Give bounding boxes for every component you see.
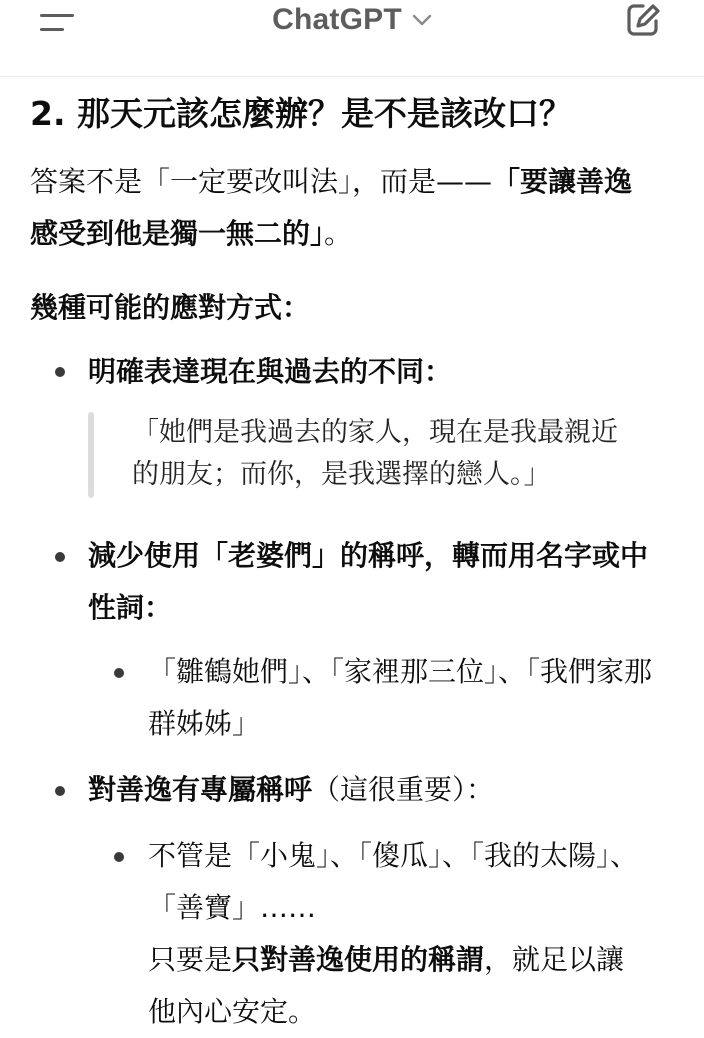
sub-item-text: 「善寶」……: [148, 891, 317, 924]
intro-bold-1: 「要讓善逸: [492, 165, 633, 198]
top-bar: [0, 0, 704, 77]
edit-square-icon: [624, 1, 664, 39]
list-item-title: 明確表達現在與過去的不同：: [88, 355, 453, 388]
list-item-title-cont: 性詞：: [88, 591, 173, 624]
bullet-icon: [55, 552, 65, 562]
app-title: ChatGPT: [272, 3, 402, 36]
sub-item-bold: 只對善逸使用的稱謂: [232, 943, 485, 976]
new-chat-button[interactable]: [624, 1, 664, 39]
list-item: [88, 764, 494, 816]
quote-line: 的朋友；而你，是我選擇的戀人。」: [132, 459, 551, 490]
sub-item-text: ，就足以讓: [484, 943, 625, 976]
options-label: 幾種可能的應對方式：: [30, 291, 311, 324]
list-item-title: 對善逸有專屬稱呼: [88, 773, 313, 806]
section-heading: 2. 那天元該怎麼辦？是不是該改口？: [30, 94, 572, 133]
bullet-icon: [55, 367, 65, 377]
intro-paragraph: [30, 156, 680, 260]
intro-bold-2: 感受到他是獨一無二的」: [30, 217, 325, 250]
bullet-icon: [114, 852, 124, 862]
blockquote: [132, 412, 618, 496]
quote-line: 「她們是我過去的家人，現在是我最親近: [132, 417, 618, 448]
sub-item-text: 群姊姊」: [148, 707, 261, 740]
model-selector[interactable]: [0, 0, 704, 40]
list-item: [88, 346, 452, 398]
blockquote-bar: [88, 412, 94, 498]
list-item-title: 減少使用「老婆們」的稱呼，轉而用名字或中: [88, 539, 649, 572]
intro-text: 答案不是「一定要改叫法」，而是——: [30, 165, 493, 198]
intro-period: 。: [324, 217, 353, 250]
sub-list-item: [148, 830, 698, 1038]
bullet-icon: [114, 668, 124, 678]
list-item-note: （這很重要）：: [312, 773, 495, 806]
sub-item-text: 只要是: [148, 943, 233, 976]
bullet-icon: [55, 786, 65, 796]
sub-item-text: 「雛鶴她們」、「家裡那三位」、「我們家那: [148, 655, 653, 688]
sub-item-text: 不管是「小鬼」、「傻瓜」、「我的太陽」、: [148, 839, 639, 872]
sub-item-text: 他內心安定。: [148, 995, 317, 1028]
list-item: [88, 530, 688, 634]
sub-list-item: [148, 646, 698, 750]
chevron-down-icon: [412, 14, 432, 26]
